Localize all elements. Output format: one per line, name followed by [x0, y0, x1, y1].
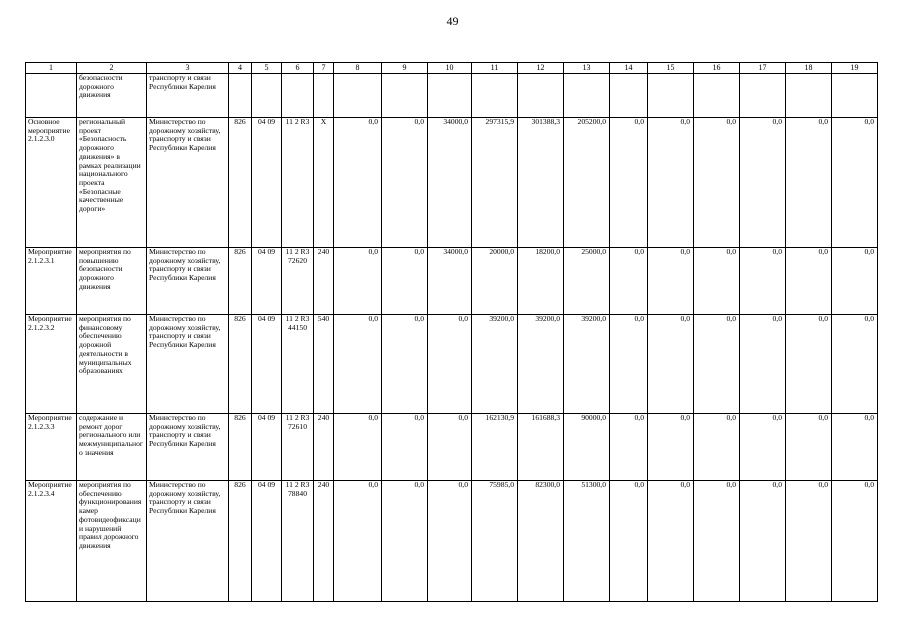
value-cell: 0,0	[694, 248, 740, 315]
code-expense-type: 240	[314, 248, 334, 315]
value-cell: 0,0	[786, 481, 832, 602]
empty-cell	[282, 74, 314, 118]
value-cell: 0,0	[648, 414, 694, 481]
value-cell: 0,0	[382, 481, 428, 602]
value-cell: 0,0	[382, 118, 428, 248]
column-header-1: 1	[26, 63, 77, 74]
value-cell: 0,0	[832, 118, 878, 248]
value-cell: 0,0	[382, 414, 428, 481]
code-target-article: 11 2 R3 44150	[282, 315, 314, 414]
code-target-article: 11 2 R3 78840	[282, 481, 314, 602]
value-cell: 0,0	[382, 315, 428, 414]
value-cell: 0,0	[610, 315, 648, 414]
empty-cell	[229, 74, 252, 118]
empty-cell	[610, 74, 648, 118]
value-cell: 0,0	[740, 248, 786, 315]
measure-description: мероприятия по повышению безопасности дорожного движения	[77, 248, 147, 315]
value-cell: 0,0	[694, 315, 740, 414]
value-cell: 0,0	[428, 414, 472, 481]
code-target-article: 11 2 R3 72620	[282, 248, 314, 315]
column-header-10: 10	[428, 63, 472, 74]
value-cell: 0,0	[648, 118, 694, 248]
value-cell: 0,0	[740, 414, 786, 481]
value-cell: 0,0	[610, 118, 648, 248]
column-header-17: 17	[740, 63, 786, 74]
value-cell: 0,0	[786, 315, 832, 414]
continuation-cell-2: безопасности дорожного движения	[77, 74, 147, 118]
value-cell: 162130,9	[472, 414, 518, 481]
value-cell: 0,0	[832, 414, 878, 481]
header-row	[26, 63, 878, 74]
value-cell: 75985,0	[472, 481, 518, 602]
continuation-row	[26, 74, 878, 118]
value-cell: 20000,0	[472, 248, 518, 315]
code-expense-type: 540	[314, 315, 334, 414]
measure-name: Мероприятие 2.1.2.3.4	[26, 481, 77, 602]
code-expense-type: 240	[314, 481, 334, 602]
value-cell: 0,0	[428, 315, 472, 414]
continuation-cell-3: транспорту и связи Республики Карелия	[147, 74, 229, 118]
value-cell: 0,0	[610, 481, 648, 602]
value-cell: 0,0	[610, 414, 648, 481]
value-cell: 0,0	[648, 481, 694, 602]
column-header-18: 18	[786, 63, 832, 74]
code-grbs: 826	[229, 118, 252, 248]
code-grbs: 826	[229, 414, 252, 481]
value-cell: 0,0	[786, 118, 832, 248]
value-cell: 0,0	[694, 481, 740, 602]
column-header-15: 15	[648, 63, 694, 74]
column-header-7: 7	[314, 63, 334, 74]
value-cell: 161688,3	[518, 414, 564, 481]
value-cell: 0,0	[786, 414, 832, 481]
table-row	[26, 248, 878, 315]
value-cell: 297315,9	[472, 118, 518, 248]
measure-name: Мероприятие 2.1.2.3.2	[26, 315, 77, 414]
value-cell: 0,0	[740, 315, 786, 414]
value-cell: 39200,0	[564, 315, 610, 414]
value-cell: 0,0	[428, 481, 472, 602]
column-header-4: 4	[229, 63, 252, 74]
budget-table	[25, 62, 878, 602]
code-target-article: 11 2 R3 72610	[282, 414, 314, 481]
empty-cell	[382, 74, 428, 118]
code-section: 04 09	[252, 315, 282, 414]
value-cell: 301388,3	[518, 118, 564, 248]
code-section: 04 09	[252, 248, 282, 315]
column-header-2: 2	[77, 63, 147, 74]
column-header-8: 8	[334, 63, 382, 74]
value-cell: 0,0	[832, 315, 878, 414]
table-row	[26, 118, 878, 248]
responsible-executor: Министерство по дорожному хозяйству, транспорту и связи Республики Карелия	[147, 118, 229, 248]
value-cell: 18200,0	[518, 248, 564, 315]
table-row	[26, 414, 878, 481]
value-cell: 34000,0	[428, 248, 472, 315]
value-cell: 0,0	[334, 315, 382, 414]
responsible-executor: Министерство по дорожному хозяйству, транспорту и связи Республики Карелия	[147, 414, 229, 481]
value-cell: 25000,0	[564, 248, 610, 315]
table-row	[26, 315, 878, 414]
measure-description: мероприятия по финансовому обеспечению дорожной деятельности в муниципальных образованиях	[77, 315, 147, 414]
responsible-executor: Министерство по дорожному хозяйству, транспорту и связи Республики Карелия	[147, 315, 229, 414]
column-header-5: 5	[252, 63, 282, 74]
empty-cell	[786, 74, 832, 118]
column-header-3: 3	[147, 63, 229, 74]
value-cell: 0,0	[786, 248, 832, 315]
empty-cell	[832, 74, 878, 118]
value-cell: 0,0	[610, 248, 648, 315]
value-cell: 90000,0	[564, 414, 610, 481]
value-cell: 0,0	[334, 118, 382, 248]
empty-cell	[334, 74, 382, 118]
column-header-11: 11	[472, 63, 518, 74]
column-header-9: 9	[382, 63, 428, 74]
value-cell: 82300,0	[518, 481, 564, 602]
empty-cell	[428, 74, 472, 118]
empty-cell	[740, 74, 786, 118]
value-cell: 0,0	[694, 118, 740, 248]
code-expense-type: X	[314, 118, 334, 248]
measure-name: Мероприятие 2.1.2.3.3	[26, 414, 77, 481]
code-expense-type: 240	[314, 414, 334, 481]
code-grbs: 826	[229, 248, 252, 315]
page-number: 49	[446, 14, 459, 28]
value-cell: 34000,0	[428, 118, 472, 248]
value-cell: 205200,0	[564, 118, 610, 248]
measure-name: Основное мероприятие 2.1.2.3.0	[26, 118, 77, 248]
code-section: 04 09	[252, 118, 282, 248]
value-cell: 0,0	[740, 481, 786, 602]
value-cell: 0,0	[832, 248, 878, 315]
value-cell: 51300,0	[564, 481, 610, 602]
value-cell: 0,0	[648, 248, 694, 315]
code-grbs: 826	[229, 481, 252, 602]
empty-cell	[252, 74, 282, 118]
empty-cell	[694, 74, 740, 118]
value-cell: 0,0	[832, 481, 878, 602]
empty-cell	[564, 74, 610, 118]
empty-cell	[314, 74, 334, 118]
column-header-13: 13	[564, 63, 610, 74]
column-header-6: 6	[282, 63, 314, 74]
value-cell: 0,0	[740, 118, 786, 248]
value-cell: 39200,0	[472, 315, 518, 414]
value-cell: 0,0	[334, 414, 382, 481]
value-cell: 0,0	[334, 481, 382, 602]
measure-description: содержание и ремонт дорог регионального или межмуниципального значения	[77, 414, 147, 481]
empty-cell	[518, 74, 564, 118]
column-header-12: 12	[518, 63, 564, 74]
code-target-article: 11 2 R3	[282, 118, 314, 248]
measure-name: Мероприятие 2.1.2.3.1	[26, 248, 77, 315]
value-cell: 0,0	[648, 315, 694, 414]
measure-description: мероприятия по обеспечению функционирования камер фотовидеофиксации нарушений правил дорожного движения	[77, 481, 147, 602]
continuation-cell-1	[26, 74, 77, 118]
value-cell: 0,0	[334, 248, 382, 315]
empty-cell	[472, 74, 518, 118]
value-cell: 0,0	[382, 248, 428, 315]
column-header-19: 19	[832, 63, 878, 74]
code-section: 04 09	[252, 414, 282, 481]
table-row	[26, 481, 878, 602]
column-header-14: 14	[610, 63, 648, 74]
responsible-executor: Министерство по дорожному хозяйству, транспорту и связи Республики Карелия	[147, 248, 229, 315]
code-section: 04 09	[252, 481, 282, 602]
value-cell: 39200,0	[518, 315, 564, 414]
responsible-executor: Министерство по дорожному хозяйству, транспорту и связи Республики Карелия	[147, 481, 229, 602]
column-header-16: 16	[694, 63, 740, 74]
value-cell: 0,0	[694, 414, 740, 481]
code-grbs: 826	[229, 315, 252, 414]
measure-description: региональный проект «Безопасность дорожного движения» в рамках реализации национального проекта «Безопасные качественные дороги»	[77, 118, 147, 248]
empty-cell	[648, 74, 694, 118]
